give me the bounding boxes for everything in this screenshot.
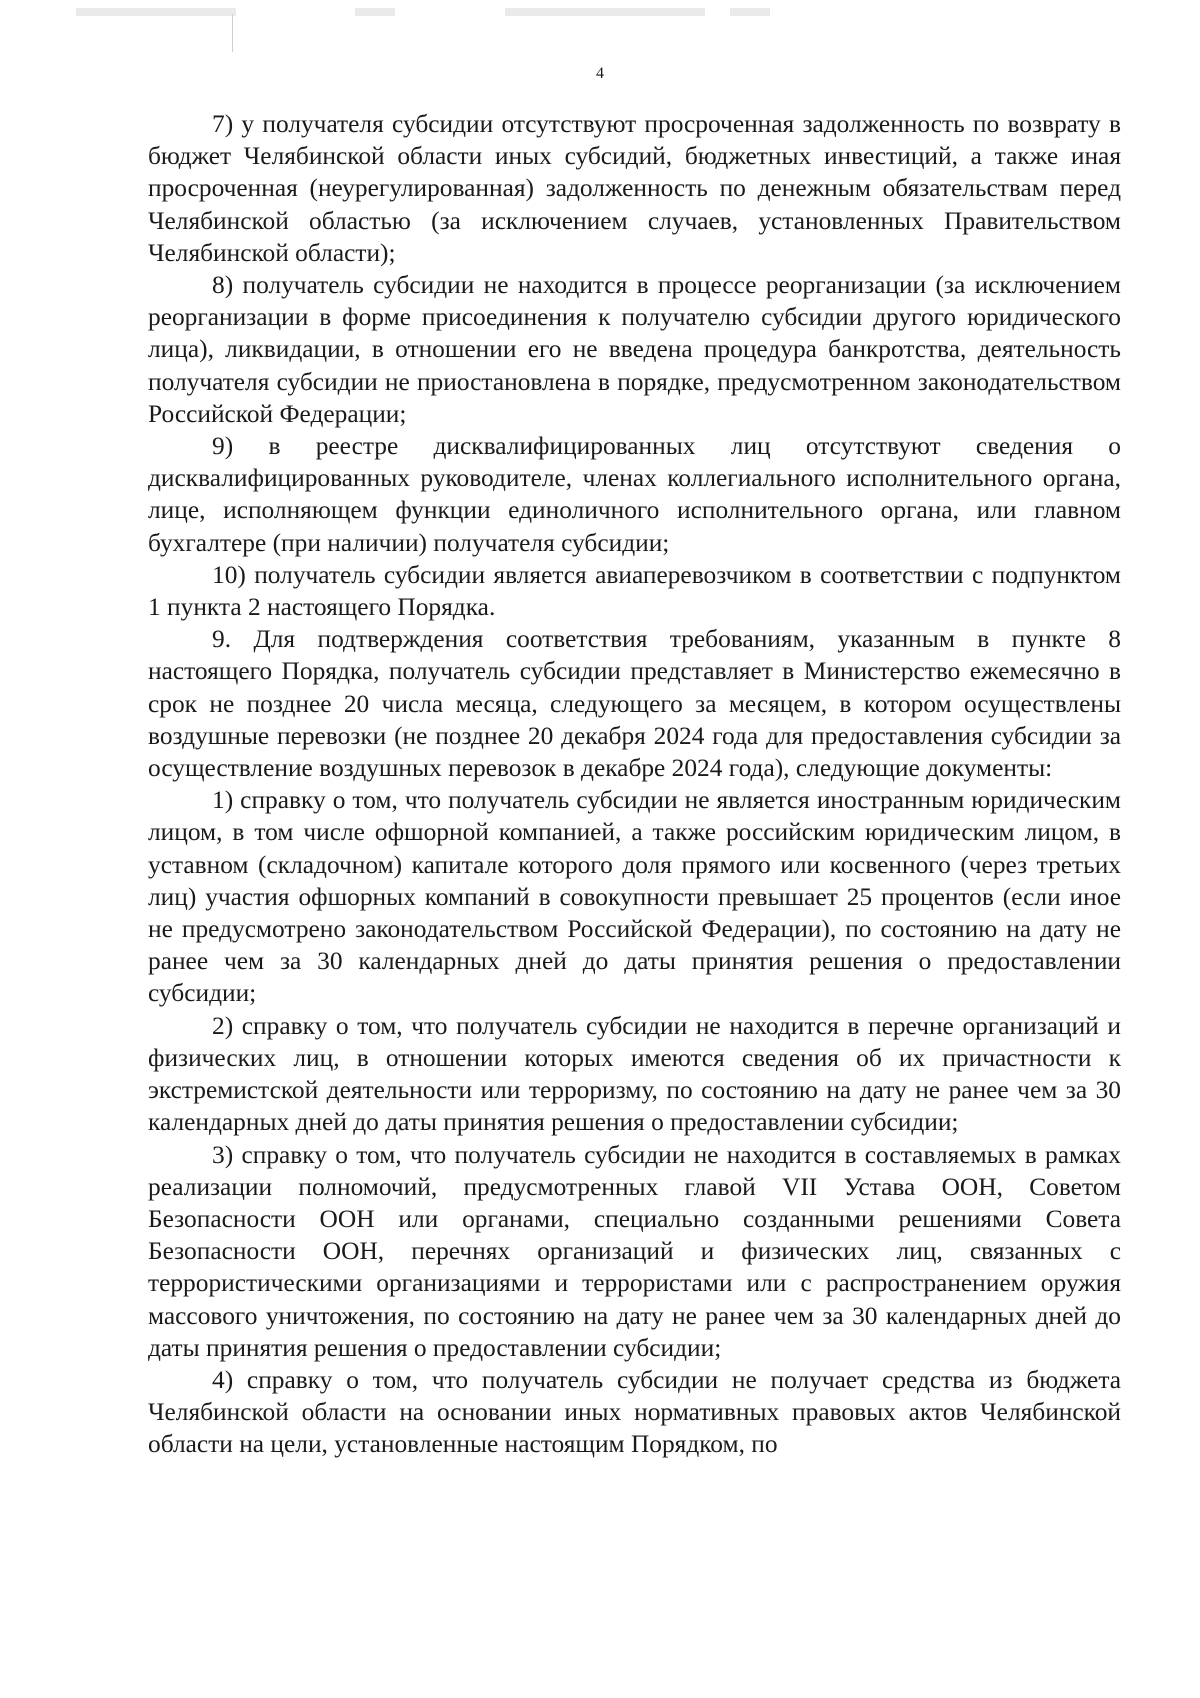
paragraph-item-7: 7) у получателя субсидии отсутствуют просроченная задолженность по возврату в бюджет Челябинской области иных субсидий, бюджетных инвестиций, а также иная просроченная (неурегулированная) задолженность по денежным обязательствам перед Челябинской областью (за исключением случаев, установленных Правительством Челябинской области); bbox=[148, 110, 1121, 267]
paragraph-item-9: 9) в реестре дисквалифицированных лиц отсутствуют сведения о дисквалифицированных руководителе, членах коллегиального исполнительного органа, лице, исполняющем функции единоличного исполнительного органа, или главном бухгалтере (при наличии) получателя субсидии; bbox=[148, 432, 1121, 557]
paragraph-item-10: 10) получатель субсидии является авиаперевозчиком в соответствии с подпунктом 1 пункта 2 настоящего Порядка. bbox=[148, 560, 1121, 622]
scan-artifact bbox=[505, 8, 705, 16]
document-body bbox=[148, 108, 1121, 1461]
page-number: 4 bbox=[596, 65, 604, 82]
scan-artifact bbox=[355, 8, 395, 16]
paragraph-section-9: 9. Для подтверждения соответствия требованиям, указанным в пункте 8 настоящего Порядка, получатель субсидии представляет в Министерство ежемесячно в срок не позднее 20 числа месяца, следующего за месяцем, в котором осуществлены воздушные перевозки (не позднее 20 декабря 2024 года для предоставления субсидии за осуществление воздушных перевозок в декабре 2024 года), следующие документы: bbox=[148, 625, 1121, 783]
paragraph-doc-1: 1) справку о том, что получатель субсидии не является иностранным юридическим лицом, в том числе офшорной компанией, а также российским юридическим лицом, в уставном (складочном) капитале которого доля прямого или косвенного (через третьих лиц) участия офшорных компаний в совокупности превышает 25 процентов (если иное не предусмотрено законодательством Российской Федерации), по состоянию на дату не ранее чем за 30 календарных дней до даты принятия решения о предоставлении субсидии; bbox=[148, 786, 1121, 1008]
paragraph-doc-2: 2) справку о том, что получатель субсидии не находится в перечне организаций и физических лиц, в отношении которых имеются сведения об их причастности к экстремистской деятельности или терроризму, по состоянию на дату не ранее чем за 30 календарных дней до даты принятия решения о предоставлении субсидии; bbox=[148, 1011, 1121, 1137]
scan-artifact bbox=[730, 8, 770, 16]
scan-artifact bbox=[232, 14, 233, 52]
scan-artifact bbox=[76, 8, 236, 16]
paragraph-item-8: 8) получатель субсидии не находится в процессе реорганизации (за исключением реорганизации в форме присоединения к получателю субсидии другого юридического лица), ликвидации, в отношении его не введена процедура банкротства, деятельность получателя субсидии не приостановлена в порядке, предусмотренном законодательством Российской Федерации; bbox=[148, 271, 1121, 428]
paragraph-doc-4: 4) справку о том, что получатель субсидии не получает средства из бюджета Челябинской области на основании иных нормативных правовых актов Челябинской области на цели, установленные настоящим Порядком, по bbox=[148, 1365, 1121, 1459]
paragraph-doc-3: 3) справку о том, что получатель субсидии не находится в составляемых в рамках реализации полномочий, предусмотренных главой VII Устава ООН, Советом Безопасности ООН или органами, специально созданными решениями Совета Безопасности ООН, перечнях организаций и физических лиц, связанных с террористическими организациями и террористами или с распространением оружия массового уничтожения, по состоянию на дату не ранее чем за 30 календарных дней до даты принятия решения о предоставлении субсидии; bbox=[148, 1140, 1121, 1362]
